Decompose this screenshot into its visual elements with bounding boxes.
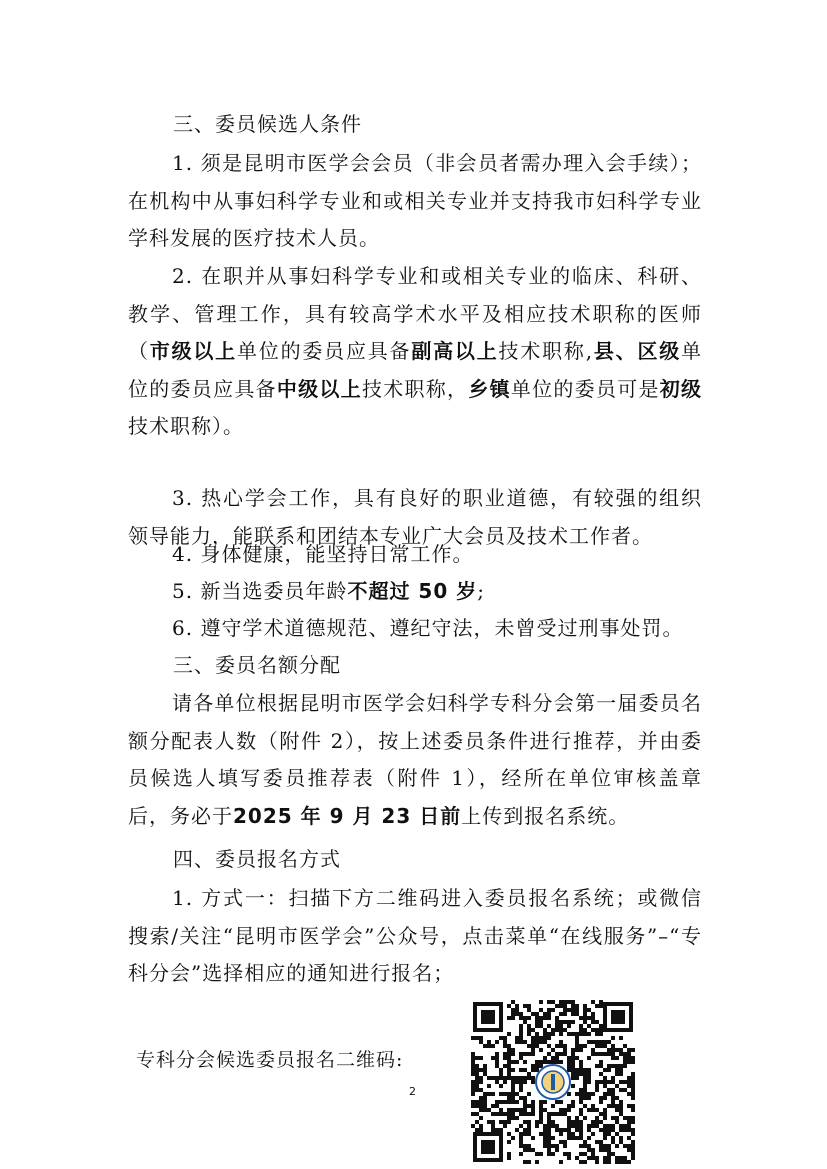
quota-paragraph: 请各单位根据昆明市医学会妇科学专科分会第一届委员名额分配表人数（附件 2），按上述委员条件进行推荐，并由委员候选人填写委员推荐表（附件 1），经所在单位审核盖章后，务必于2025 年 9 月 23 日前上传到报名系统。 [128,691,702,828]
qr-code[interactable] [471,1000,635,1164]
condition-3: 3. 热心学会工作，具有良好的职业道德，有较强的组织领导能力，能联系和团结本专业广大会员及技术工作者。 [128,486,702,548]
condition-6: 6. 遵守学术道德规范、遵纪守法，未曾受过刑事处罚。 [172,616,684,640]
condition-2: 2. 在职并从事妇科学专业和或相关专业的临床、科研、教学、管理工作，具有较高学术水平及相应技术职称的医师（市级以上单位的委员应具备副高以上技术职称,县、区级单位的委员应具备中级以上技术职称，乡镇单位的委员可是初级技术职称）。 [128,264,703,438]
qr-code-label: 专科分会候选委员报名二维码: [136,1049,404,1071]
section-title-registration: 四、委员报名方式 [173,847,341,871]
condition-4: 4. 身体健康，能坚持日常工作。 [172,542,474,566]
page-number: 2 [409,1085,416,1098]
method-1: 1. 方式一：扫描下方二维码进入委员报名系统；或微信搜索/关注“昆明市医学会”公众号，点击菜单“在线服务”–“专科分会”选择相应的通知进行报名； [128,886,702,985]
section-title-candidate-conditions: 三、委员候选人条件 [173,112,362,136]
condition-5: 5. 新当选委员年龄不超过 50 岁; [172,579,485,603]
condition-1: 1. 须是昆明市医学会会员（非会员者需办理入会手续）；在机构中从事妇科学专业和或相关专业并支持我市妇科学专业学科发展的医疗技术人员。 [128,151,702,250]
section-title-quota: 三、委员名额分配 [173,653,341,677]
